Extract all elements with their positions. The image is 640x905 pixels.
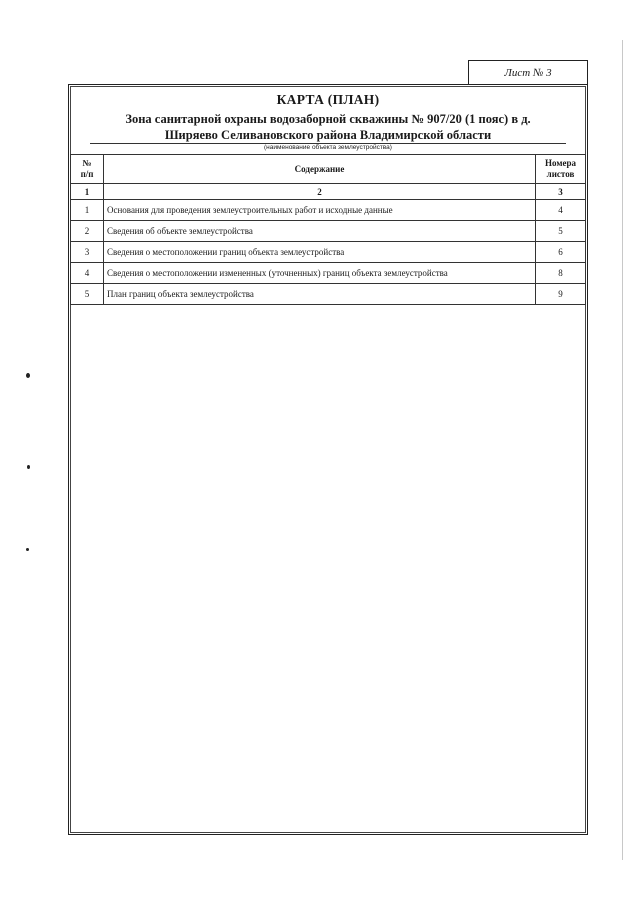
header-number: № п/п <box>71 155 104 184</box>
contents-table <box>70 154 586 305</box>
document-title: КАРТА (ПЛАН) <box>276 92 380 107</box>
row-number: 3 <box>71 242 104 263</box>
row-number: 5 <box>71 284 104 305</box>
header-content: Содержание <box>104 155 536 184</box>
row-number: 2 <box>71 221 104 242</box>
table-row <box>71 221 586 242</box>
column-number: 3 <box>536 184 586 200</box>
table-row <box>71 284 586 305</box>
table-header-row <box>71 155 586 184</box>
document-subtitle <box>70 111 586 143</box>
row-number: 4 <box>71 263 104 284</box>
row-content: Основания для проведения землеустроительных работ и исходные данные <box>104 200 536 221</box>
row-sheet: 8 <box>536 263 586 284</box>
row-sheet: 4 <box>536 200 586 221</box>
row-content: План границ объекта землеустройства <box>104 284 536 305</box>
row-sheet: 6 <box>536 242 586 263</box>
scan-artifact-mark <box>26 373 30 378</box>
row-content: Сведения о местоположении границ объекта землеустройства <box>104 242 536 263</box>
table-row <box>71 200 586 221</box>
scan-artifact-line <box>622 40 623 860</box>
row-number: 1 <box>71 200 104 221</box>
subtitle-line-1: Зона санитарной охраны водозаборной скважины № 907/20 (1 пояс) в д. <box>125 112 531 126</box>
row-sheet: 9 <box>536 284 586 305</box>
column-number-row <box>71 184 586 200</box>
object-caption: (наименование объекта землеустройства) <box>264 144 392 151</box>
sheet-number-box <box>468 60 588 84</box>
table-row <box>71 263 586 284</box>
subtitle-line-2: Ширяево Селивановского района Владимирской области <box>164 128 492 142</box>
sheet-number-label: Лист № 3 <box>504 66 552 79</box>
row-content: Сведения о местоположении измененных (уточненных) границ объекта землеустройства <box>104 263 536 284</box>
scan-artifact-mark <box>26 548 29 551</box>
scan-artifact-mark <box>27 465 30 469</box>
row-content: Сведения об объекте землеустройства <box>104 221 536 242</box>
column-number: 2 <box>104 184 536 200</box>
column-number: 1 <box>71 184 104 200</box>
table-row <box>71 242 586 263</box>
header-sheets: Номера листов <box>536 155 586 184</box>
row-sheet: 5 <box>536 221 586 242</box>
